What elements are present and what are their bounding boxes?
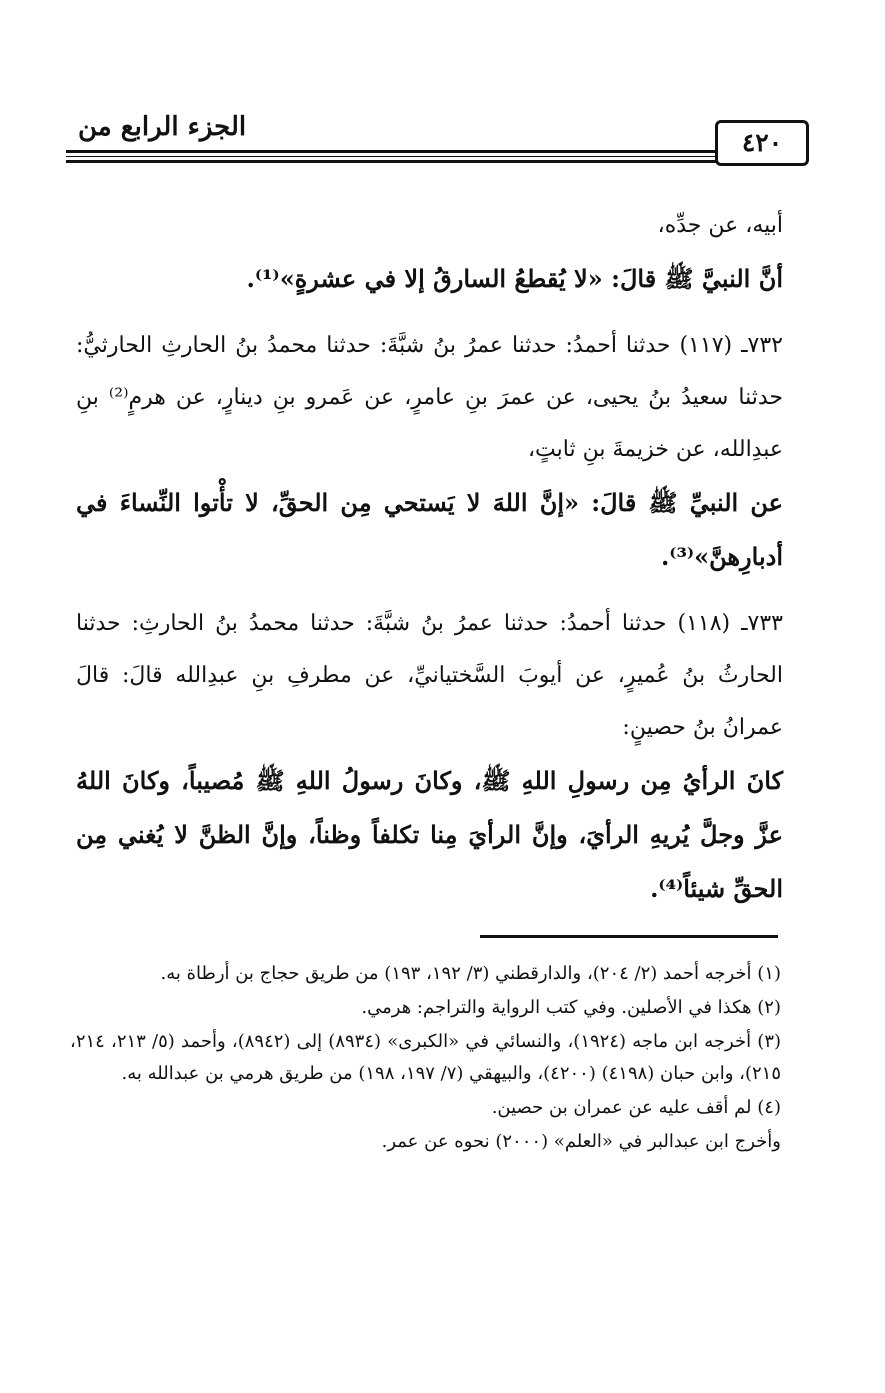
hadith-text: أنَّ النبيَّ ﷺ قالَ: «لا يُقطعُ السارقُ إلا في عشرةٍ»⁽¹⁾.	[246, 264, 783, 293]
running-title: الجزء الرابع من	[78, 112, 247, 142]
footnote: (٤) لم أقف عليه عن عمران بن حصين.	[491, 1097, 781, 1118]
hadith-text: كانَ الرأيُ مِن رسولِ اللهِ ﷺ، وكانَ رسولُ اللهِ ﷺ مُصيباً، وكانَ اللهُ عزَّ وجلَّ يُريهِ الرأيَ، وإنَّ الرأيَ مِنا تكلفاً وظناً، وإنَّ الظنَّ لا يُغني مِن الحقِّ شيئاً⁽⁴⁾.	[76, 766, 783, 903]
footnote-divider	[480, 935, 778, 938]
footnote: (١) أخرجه أحمد (٢/ ٢٠٤)، والدارقطني (٣/ ١٩٢، ١٩٣) من طريق حجاج بن أرطاة به.	[160, 963, 781, 984]
footnote: وأخرج ابن عبدالبر في «العلم» (٢٠٠٠) نحوه عن عمر.	[381, 1131, 781, 1152]
footnotes	[70, 958, 781, 1160]
isnad-paragraph: ٧٣٢ـ (١١٧) حدثنا أحمدُ: حدثنا عمرُ بنُ شبَّةَ: حدثنا محمدُ بنُ الحارثِ الحارثيُّ: حدثنا سعيدُ بنُ يحيى، عن عمرَ بنِ عامرٍ، عن عَمرو بنِ دينارٍ، عن هرمٍ⁽²⁾ بنِ عبدِالله، عن خزيمةَ بنِ ثابتٍ،	[76, 333, 783, 462]
paragraph: أبيه، عن جدِّه،	[657, 213, 783, 238]
header-rules	[66, 150, 785, 166]
page-header	[66, 112, 785, 162]
hadith-text: عن النبيِّ ﷺ قالَ: «إنَّ اللهَ لا يَستحي مِن الحقِّ، لا تأْتوا النِّساءَ في أدبارِهنَّ»⁽³⁾.	[76, 488, 783, 571]
page-number: ٤٢٠	[715, 120, 809, 166]
main-text	[76, 200, 783, 916]
footnote: (٣) أخرجه ابن ماجه (١٩٢٤)، والنسائي في «الكبرى» (٨٩٣٤) إلى (٨٩٤٢)، وأحمد (٥/ ٢١٣، ٢١٤، ٢١٥)، وابن حبان (٤١٩٨) (٤٢٠٠)، والبيهقي (٧/ ١٩٧، ١٩٨) من طريق هرمي بن عبدالله به.	[70, 1031, 782, 1084]
isnad-paragraph: ٧٣٣ـ (١١٨) حدثنا أحمدُ: حدثنا عمرُ بنُ شبَّةَ: حدثنا محمدُ بنُ الحارثِ: حدثنا الحارثُ بنُ عُميرٍ، عن أيوبَ السَّختيانيِّ، عن مطرفِ بنِ عبدِالله قالَ: قالَ عمرانُ بنُ حصينٍ:	[76, 611, 783, 740]
footnote: (٢) هكذا في الأصلين. وفي كتب الرواية والتراجم: هرمي.	[361, 997, 781, 1018]
